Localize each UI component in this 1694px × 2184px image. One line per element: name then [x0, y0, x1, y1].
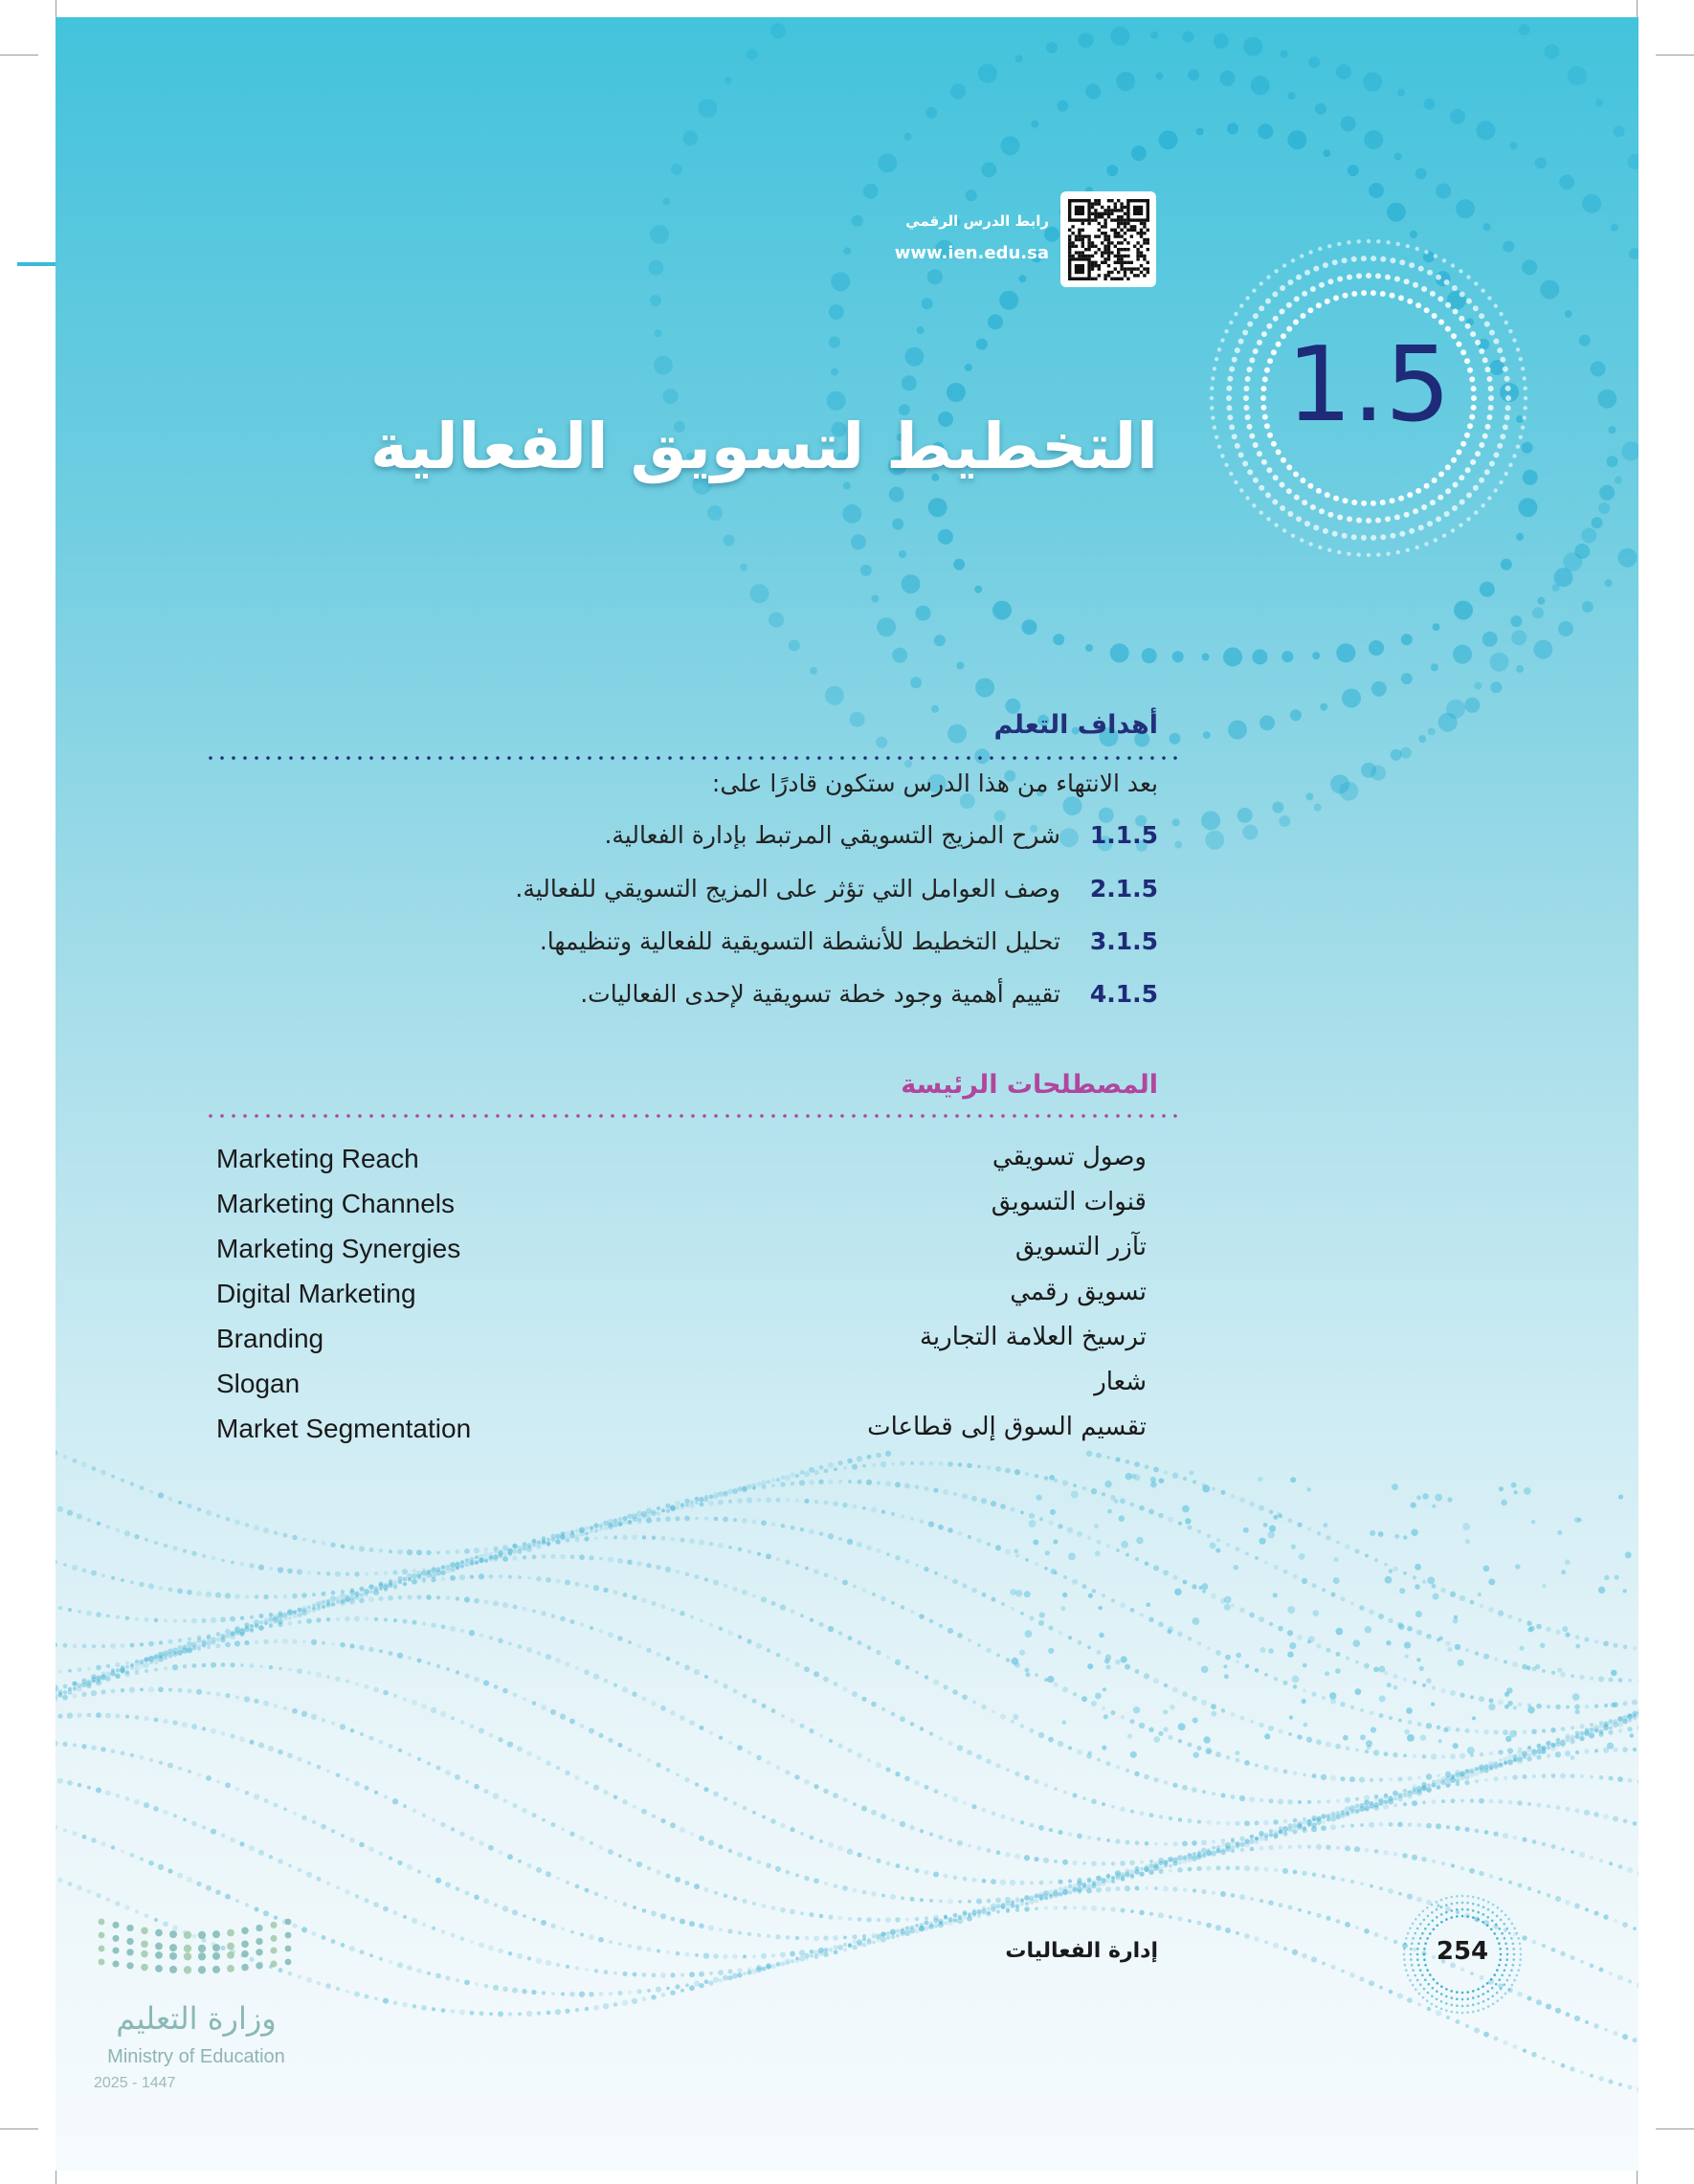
term-arabic: شعار: [1094, 1368, 1147, 1396]
term-english: Marketing Reach: [216, 1144, 419, 1173]
qr-caption: رابط الدرس الرقمي: [905, 212, 1049, 230]
page-number: 254: [1436, 1937, 1489, 1966]
crop-mark: [1656, 55, 1694, 56]
terms-heading: المصطلحات الرئيسة: [901, 1070, 1158, 1100]
term-english: Digital Marketing: [216, 1279, 416, 1308]
qr-code[interactable]: [1060, 191, 1156, 287]
term-arabic: تقسيم السوق إلى قطاعات: [867, 1413, 1147, 1441]
term-arabic: ترسيخ العلامة التجارية: [919, 1323, 1147, 1351]
objective-text: تحليل التخطيط للأنشطة التسويقية للفعالية وتنظيمها.: [539, 927, 1060, 955]
term-arabic: تآزر التسويق: [1014, 1233, 1147, 1261]
objective-item: [211, 821, 1158, 859]
term-english: Market Segmentation: [216, 1414, 472, 1443]
objectives-heading: أهداف التعلم: [993, 710, 1158, 740]
crop-mark: [0, 2128, 38, 2129]
objective-text: تقييم أهمية وجود خطة تسويقية لإحدى الفعاليات.: [580, 980, 1060, 1008]
objectives-divider: [205, 756, 1181, 760]
objectives-intro: بعد الانتهاء من هذا الدرس ستكون قادرًا على:: [711, 769, 1158, 797]
ministry-year: 2025 - 1447: [94, 2075, 176, 2091]
book-title: إدارة الفعاليات: [1005, 1939, 1158, 1963]
objective-number: 2.1.5: [1089, 875, 1158, 903]
objective-item: [211, 875, 1158, 913]
crop-mark: [1656, 2128, 1694, 2129]
term-english: Marketing Synergies: [216, 1234, 461, 1263]
objective-text: شرح المزيج التسويقي المرتبط بإدارة الفعالية.: [604, 821, 1060, 849]
digital-lesson-link[interactable]: www.ien.edu.sa: [894, 243, 1049, 263]
term-english: Slogan: [216, 1369, 301, 1398]
objective-text: وصف العوامل التي تؤثر على المزيج التسويقي للفعالية.: [515, 875, 1060, 903]
lesson-number: 1.5: [1286, 325, 1451, 445]
crop-mark: [0, 55, 38, 56]
lesson-title: التخطيط لتسويق الفعالية: [369, 410, 1158, 483]
ministry-name-arabic: وزارة التعليم: [116, 2000, 277, 2037]
terms-divider: [205, 1114, 1181, 1118]
objective-number: 4.1.5: [1089, 980, 1158, 1008]
side-tab-mark: [17, 262, 56, 266]
objective-item: [211, 927, 1158, 966]
ministry-name-english: Ministry of Education: [107, 2046, 285, 2067]
term-arabic: وصول تسويقي: [992, 1143, 1147, 1171]
qr-code-icon: [1060, 191, 1156, 287]
term-arabic: تسويق رقمي: [1010, 1278, 1147, 1306]
objective-number: 3.1.5: [1089, 927, 1158, 955]
term-english: Branding: [216, 1324, 324, 1353]
objective-number: 1.1.5: [1089, 821, 1158, 849]
objective-item: [211, 980, 1158, 1018]
term-english: Marketing Channels: [216, 1189, 456, 1218]
term-arabic: قنوات التسويق: [991, 1188, 1147, 1216]
